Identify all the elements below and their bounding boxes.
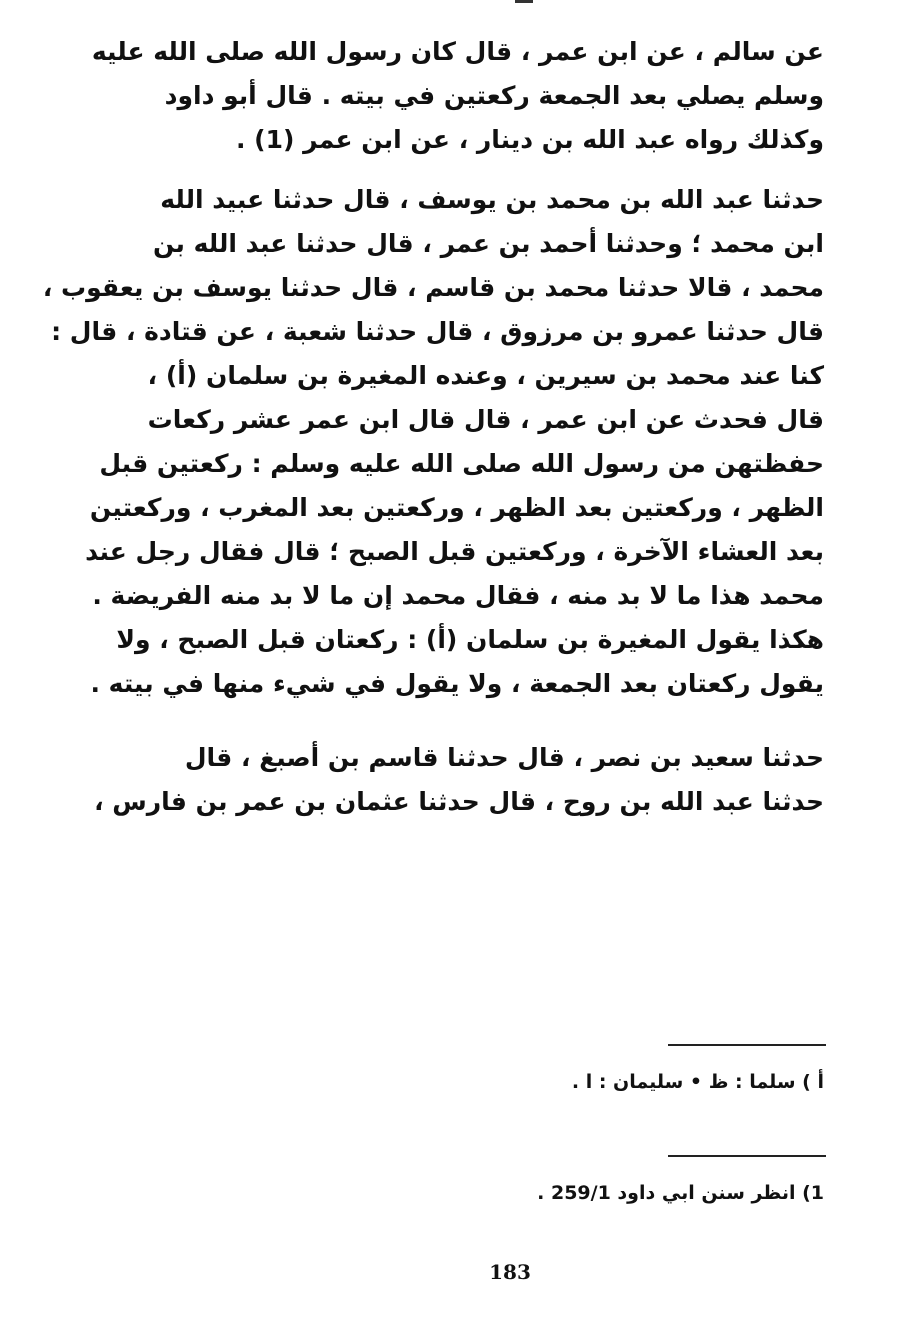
text-line: حفظتهن من رسول الله صلى الله عليه وسلم : ركعتين قبل bbox=[99, 449, 824, 478]
text-line: قال فحدث عن ابن عمر ، قال قال ابن عمر عشر ركعات bbox=[147, 405, 824, 434]
text-line: حدثنا عبد الله بن روح ، قال حدثنا عثمان بن عمر بن فارس ، bbox=[94, 787, 824, 816]
text-line: كنا عند محمد بن سيرين ، وعنده المغيرة بن سلمان (أ) ، bbox=[147, 361, 824, 390]
text-line: بعد العشاء الآخرة ، وركعتين قبل الصبح ؛ قال فقال رجل عند bbox=[85, 537, 824, 566]
text-line: يقول ركعتان بعد الجمعة ، ولا يقول في شيء منها في بيته . bbox=[90, 669, 824, 698]
footnote-divider-reference bbox=[668, 1155, 826, 1157]
text-line: عن سالم ، عن ابن عمر ، قال كان رسول الله صلى الله عليه bbox=[91, 37, 824, 66]
footnote-variant: أ ) سلما : ظ • سليمان : ا . bbox=[571, 1071, 824, 1093]
paragraph-2 bbox=[42, 178, 824, 706]
footnote-divider-variant bbox=[668, 1044, 826, 1046]
page-number: 183 bbox=[489, 1260, 531, 1284]
text-line: ابن محمد ؛ وحدثنا أحمد بن عمر ، قال حدثنا عبد الله بن bbox=[153, 229, 824, 258]
text-line: وكذلك رواه عبد الله بن دينار ، عن ابن عمر (1) . bbox=[235, 125, 824, 154]
text-line: الظهر ، وركعتين بعد الظهر ، وركعتين بعد المغرب ، وركعتين bbox=[89, 493, 824, 522]
text-line: محمد ، قالا حدثنا محمد بن قاسم ، قال حدثنا يوسف بن يعقوب ، bbox=[42, 273, 824, 302]
top-edge-mark bbox=[515, 0, 533, 3]
text-line: حدثنا سعيد بن نصر ، قال حدثنا قاسم بن أصبغ ، قال bbox=[184, 743, 824, 772]
text-line: حدثنا عبد الله بن محمد بن يوسف ، قال حدثنا عبيد الله bbox=[160, 185, 824, 214]
paragraph-1 bbox=[91, 30, 824, 162]
text-line: محمد هذا ما لا بد منه ، فقال محمد إن ما لا بد منه الفريضة . bbox=[92, 581, 824, 610]
paragraph-3 bbox=[94, 736, 824, 824]
text-line: قال حدثنا عمرو بن مرزوق ، قال حدثنا شعبة ، عن قتادة ، قال : bbox=[51, 317, 824, 346]
text-line: هكذا يقول المغيرة بن سلمان (أ) : ركعتان قبل الصبح ، ولا bbox=[116, 625, 824, 654]
footnote-reference: 1) انظر سنن ابي داود 259/1 . bbox=[537, 1182, 824, 1204]
text-line: وسلم يصلي بعد الجمعة ركعتين في بيته . قال أبو داود bbox=[164, 81, 824, 110]
